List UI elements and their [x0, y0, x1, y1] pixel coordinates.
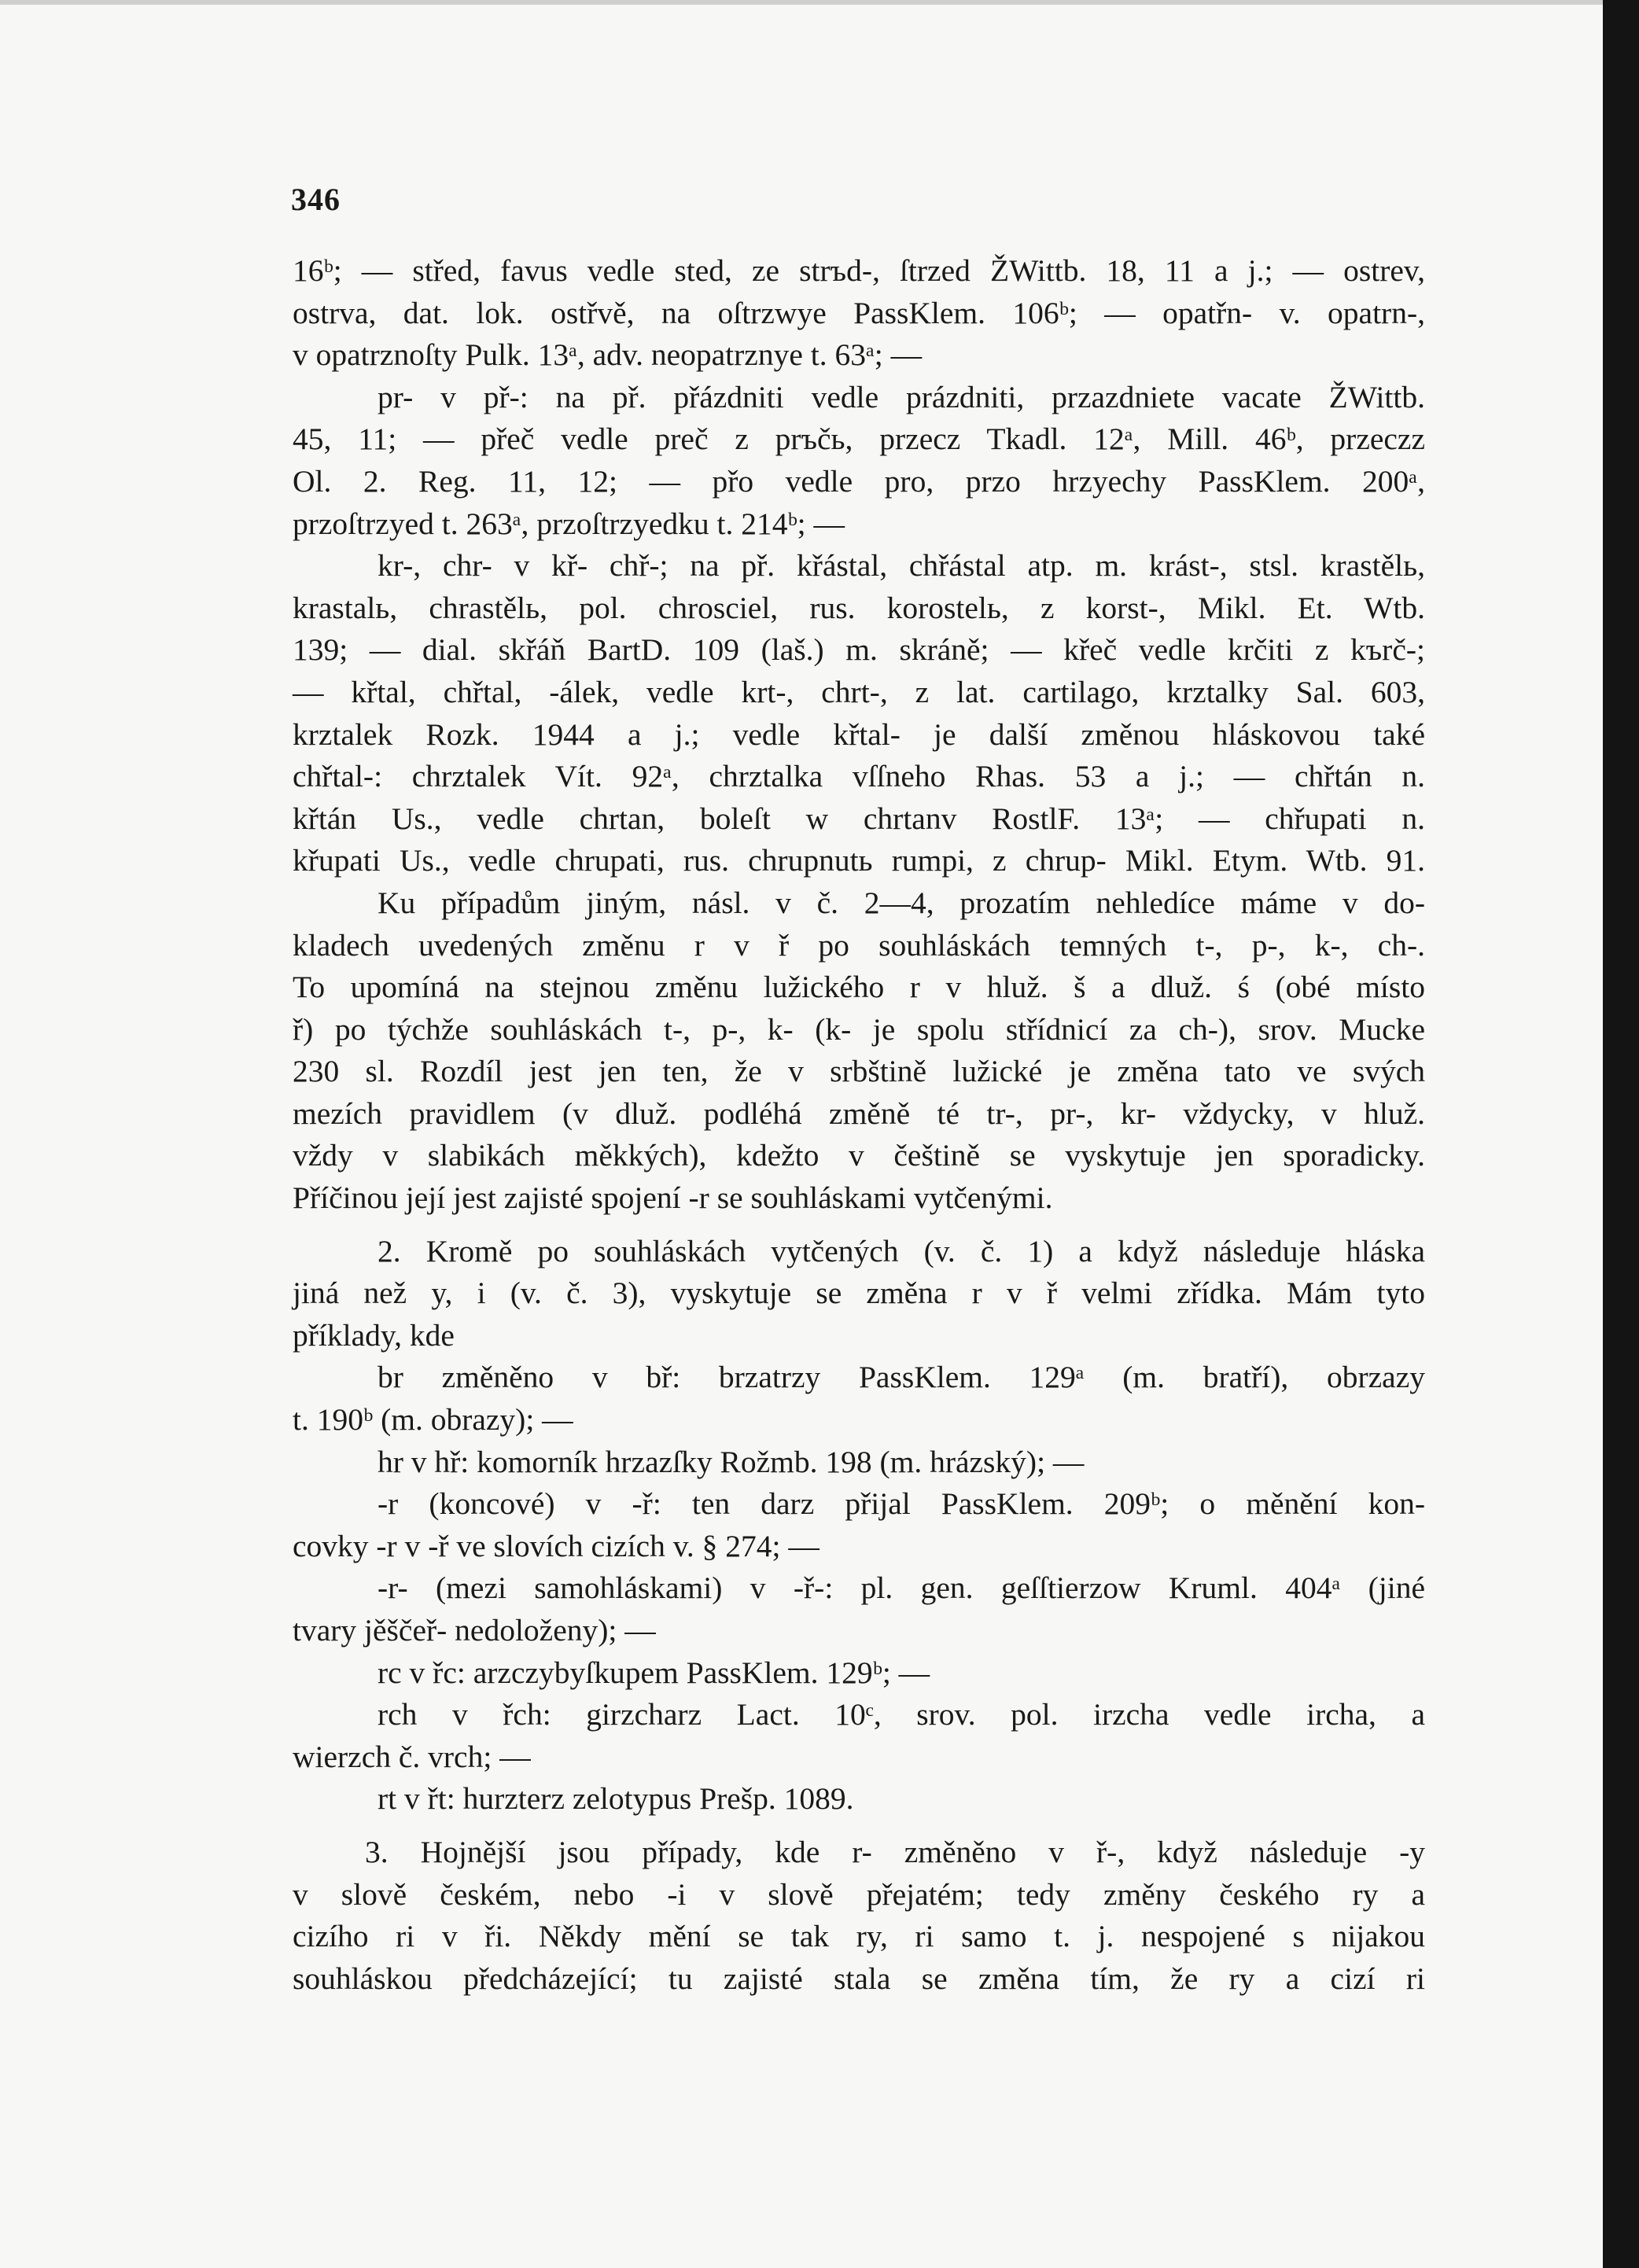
text-line: tvary jěščeř- nedoloženy); —	[293, 1613, 656, 1648]
text-line: hr v hř: komorník hrzazſky Rožmb. 198 (m. hrázský); —	[378, 1444, 1085, 1479]
text-line: příklady, kde	[293, 1317, 455, 1353]
text-line: 3. Hojnější jsou případy, kde r- změněno v ř-, když následuje -y	[365, 1834, 1425, 1869]
text-line: mezích pravidlem (v dluž. podléhá změně té tr-, pr-, kr- vždycky, v hluž.	[293, 1095, 1425, 1131]
text-line: pr- v př-: na př. přázdniti vedle prázdniti, przazdniete vacate ŽWittb.	[378, 379, 1425, 414]
text-line: 2. Kromě po souhláskách vytčených (v. č. 1) a když následuje hláska	[378, 1233, 1425, 1268]
text-line: 230 sl. Rozdíl jest jen ten, že v srbštině lužické je změna tato ve svých	[293, 1054, 1425, 1089]
text-line: chřtal-: chrztalek Vít. 92ᵃ, chrztalka vſſneho Rhas. 53 a j.; — chřtán n.	[293, 759, 1425, 794]
text-line: v opatrznoſty Pulk. 13ᵃ, adv. neopatrznye t. 63ᵃ; —	[293, 337, 923, 373]
text-line: 16ᵇ; — střed, favus vedle sted, ze strъd-, ſtrzed ŽWittb. 18, 11 a j.; — ostrev,	[293, 253, 1425, 288]
text-line: křtán Us., vedle chrtan, boleſt w chrtanv RostlF. 13ᵃ; — chřupati n.	[293, 801, 1425, 836]
paragraph-gap	[293, 1821, 1425, 1832]
text-line: wierzch č. vrch; —	[293, 1739, 531, 1774]
text-line: t. 190ᵇ (m. obrazy); —	[293, 1402, 573, 1438]
text-line: vždy v slabikách měkkých), kdežto v češtině se vyskytuje jen sporadicky.	[293, 1138, 1425, 1173]
text-line: -r (koncové) v -ř: ten darz přijal PassKlem. 209ᵇ; o měnění kon-	[378, 1486, 1425, 1522]
text-line: 45, 11; — přeč vedle preč z prъčь, przecz Tkadl. 12ᵃ, Mill. 46ᵇ, przeczz	[293, 422, 1425, 457]
text-line: kladech uvedených změnu r v ř po souhláskách temných t-, p-, k-, ch-.	[293, 927, 1425, 963]
text-line: — křtal, chřtal, -álek, vedle krt-, chrt-, z lat. cartilago, krztalky Sal. 603,	[293, 674, 1425, 709]
text-line: ostrva, dat. lok. ostřvě, na oſtrzwye PassKlem. 106ᵇ; — opatřn- v. opatrn-,	[293, 295, 1425, 330]
text-line: covky -r v -ř ve slovích cizích v. § 274; —	[293, 1528, 820, 1563]
text-line: rt v řt: hurzterz zelotypus Prešp. 1089.	[378, 1781, 854, 1817]
scan-edge-top	[0, 0, 1603, 5]
page-number: 346	[291, 182, 341, 217]
text-line: rch v řch: girzcharz Lact. 10ᶜ, srov. pol. irzcha vedle ircha, a	[378, 1697, 1425, 1732]
text-line: kr-, chr- v kř- chř-; na př. křástal, chřástal atp. m. krást-, stsl. krastělь,	[378, 548, 1425, 584]
text-line: Příčinou její jest zajisté spojení -r se souhláskami vytčenými.	[293, 1180, 1053, 1216]
text-line: -r- (mezi samohláskami) v -ř-: pl. gen. geſſtierzow Kruml. 404ᵃ (jiné	[378, 1570, 1425, 1606]
text-line: 139; — dial. skřáň BartD. 109 (laš.) m. skráně; — křeč vedle krčiti z kъrč-;	[293, 632, 1425, 668]
text-line: przoſtrzyed t. 263ᵃ, przoſtrzyedku t. 214ᵇ; —	[293, 506, 845, 541]
text-line: krastalь, chrastělь, pol. chrosciel, rus. korostelь, z korst-, Mikl. Et. Wtb.	[293, 590, 1425, 625]
text-line: krztalek Rozk. 1944 a j.; vedle křtal- je další změnou hláskovou také	[293, 716, 1425, 752]
text-line: jiná než y, i (v. č. 3), vyskytuje se změna r v ř velmi zřídka. Mám tyto	[293, 1276, 1425, 1311]
text-line: To upomíná na stejnou změnu lužického r v hluž. š a dluž. ś (obé místo	[293, 970, 1425, 1005]
text-line: křupati Us., vedle chrupati, rus. chrupnutь rumpi, z chrup- Mikl. Etym. Wtb. 91.	[293, 843, 1425, 878]
text-line: v slově českém, nebo -i v slově přejatém; tedy změny českého ry a	[293, 1876, 1425, 1912]
text-line: ř) po týchže souhláskách t-, p-, k- (k- je spolu střídnicí za ch-), srov. Mucke	[293, 1011, 1425, 1047]
text-line: br změněno v bř: brzatrzy PassKlem. 129ᵃ (m. bratří), obrzazy	[378, 1360, 1425, 1395]
text-line: rc v řc: arzczybyſkupem PassKlem. 129ᵇ; —	[378, 1655, 930, 1690]
text-line: souhláskou předcházející; tu zajisté stala se změna tím, že ry a cizí ri	[293, 1961, 1425, 1996]
text-line: cizího ri v ři. Někdy mění se tak ry, ri samo t. j. nespojené s nijakou	[293, 1919, 1425, 1954]
text-line: Ku případům jiným, násl. v č. 2—4, prozatím nehledíce máme v do-	[378, 885, 1425, 920]
scan-edge-right	[1603, 0, 1639, 2268]
paragraph-gap	[293, 1220, 1425, 1231]
body-text	[293, 250, 1425, 2000]
text-line: Ol. 2. Reg. 11, 12; — přo vedle pro, przo hrzyechy PassKlem. 200ᵃ,	[293, 463, 1425, 499]
